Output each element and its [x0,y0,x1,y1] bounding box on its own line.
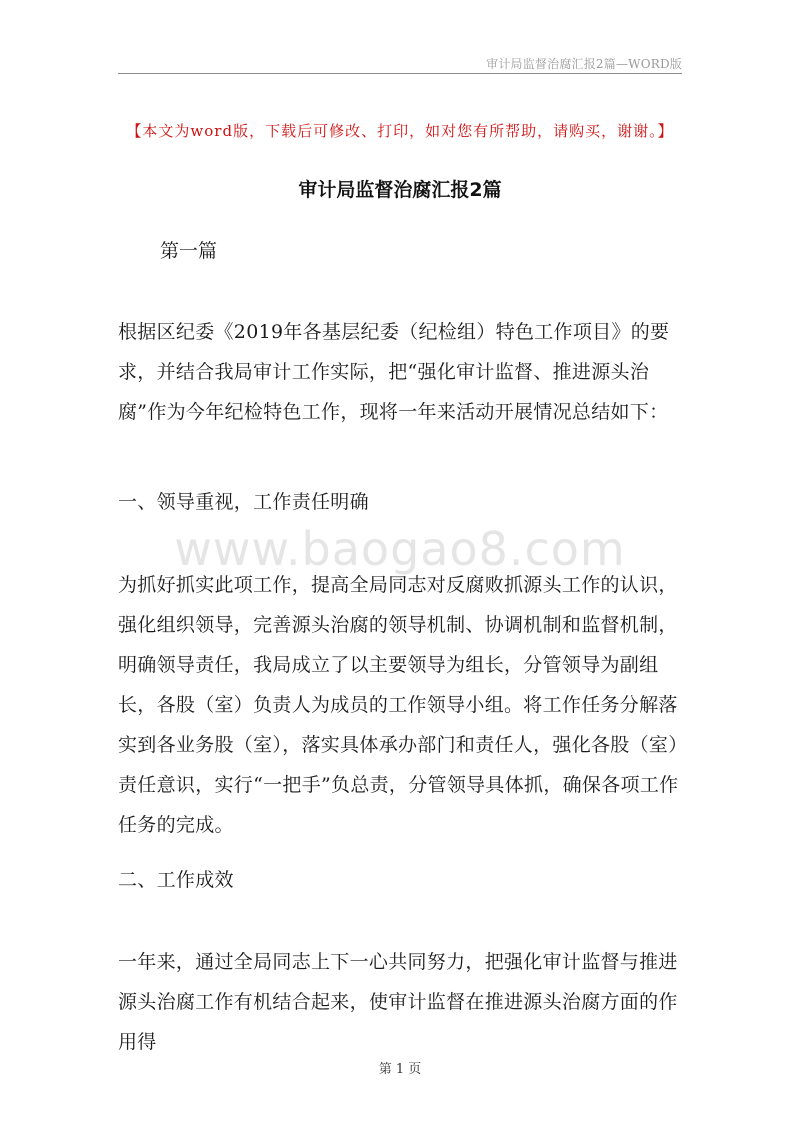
paragraph-leadership: 为抓好抓实此项工作，提高全局同志对反腐败抓源头工作的认识，强化组织领导，完善源头治腐的领导机制、协调机制和监督机制，明确领导责任，我局成立了以主要领导为组长，分管领导为副组长，各股（室）负责人为成员的工作领导小组。将工作任务分解落实到各业务股（室），落实具体承办部门和责任人，强化各股（室）责任意识，实行“一把手”负总责，分管领导具体抓，确保各项工作任务的完成。 [118,574,679,836]
running-header: 审计局监督治腐汇报2篇—WORD版 [486,57,682,71]
paragraph-intro: 根据区纪委《2019年各基层纪委（纪检组）特色工作项目》的要求，并结合我局审计工作实际，把“强化审计监督、推进源头治腐”作为今年纪检特色工作，现将一年来活动开展情况总结如下： [118,321,670,423]
section-heading-1: 一、领导重视，工作责任明确 [118,491,369,513]
document-title: 审计局监督治腐汇报2篇 [298,179,502,201]
header-divider [118,73,682,74]
watermark: www.baogao8.com [174,522,626,576]
section-heading-2: 二、工作成效 [118,869,234,891]
purchase-notice: 【本文为word版，下载后可修改、打印，如对您有所帮助，请购买，谢谢。】 [126,122,674,140]
paragraph-results: 一年来，通过全局同志上下一心共同努力，把强化审计监督与推进源头治腐工作有机结合起来，使审计监督在推进源头治腐方面的作用得 [118,951,678,1053]
page-number: 第 1 页 [378,1062,422,1077]
part-label: 第一篇 [160,240,218,262]
